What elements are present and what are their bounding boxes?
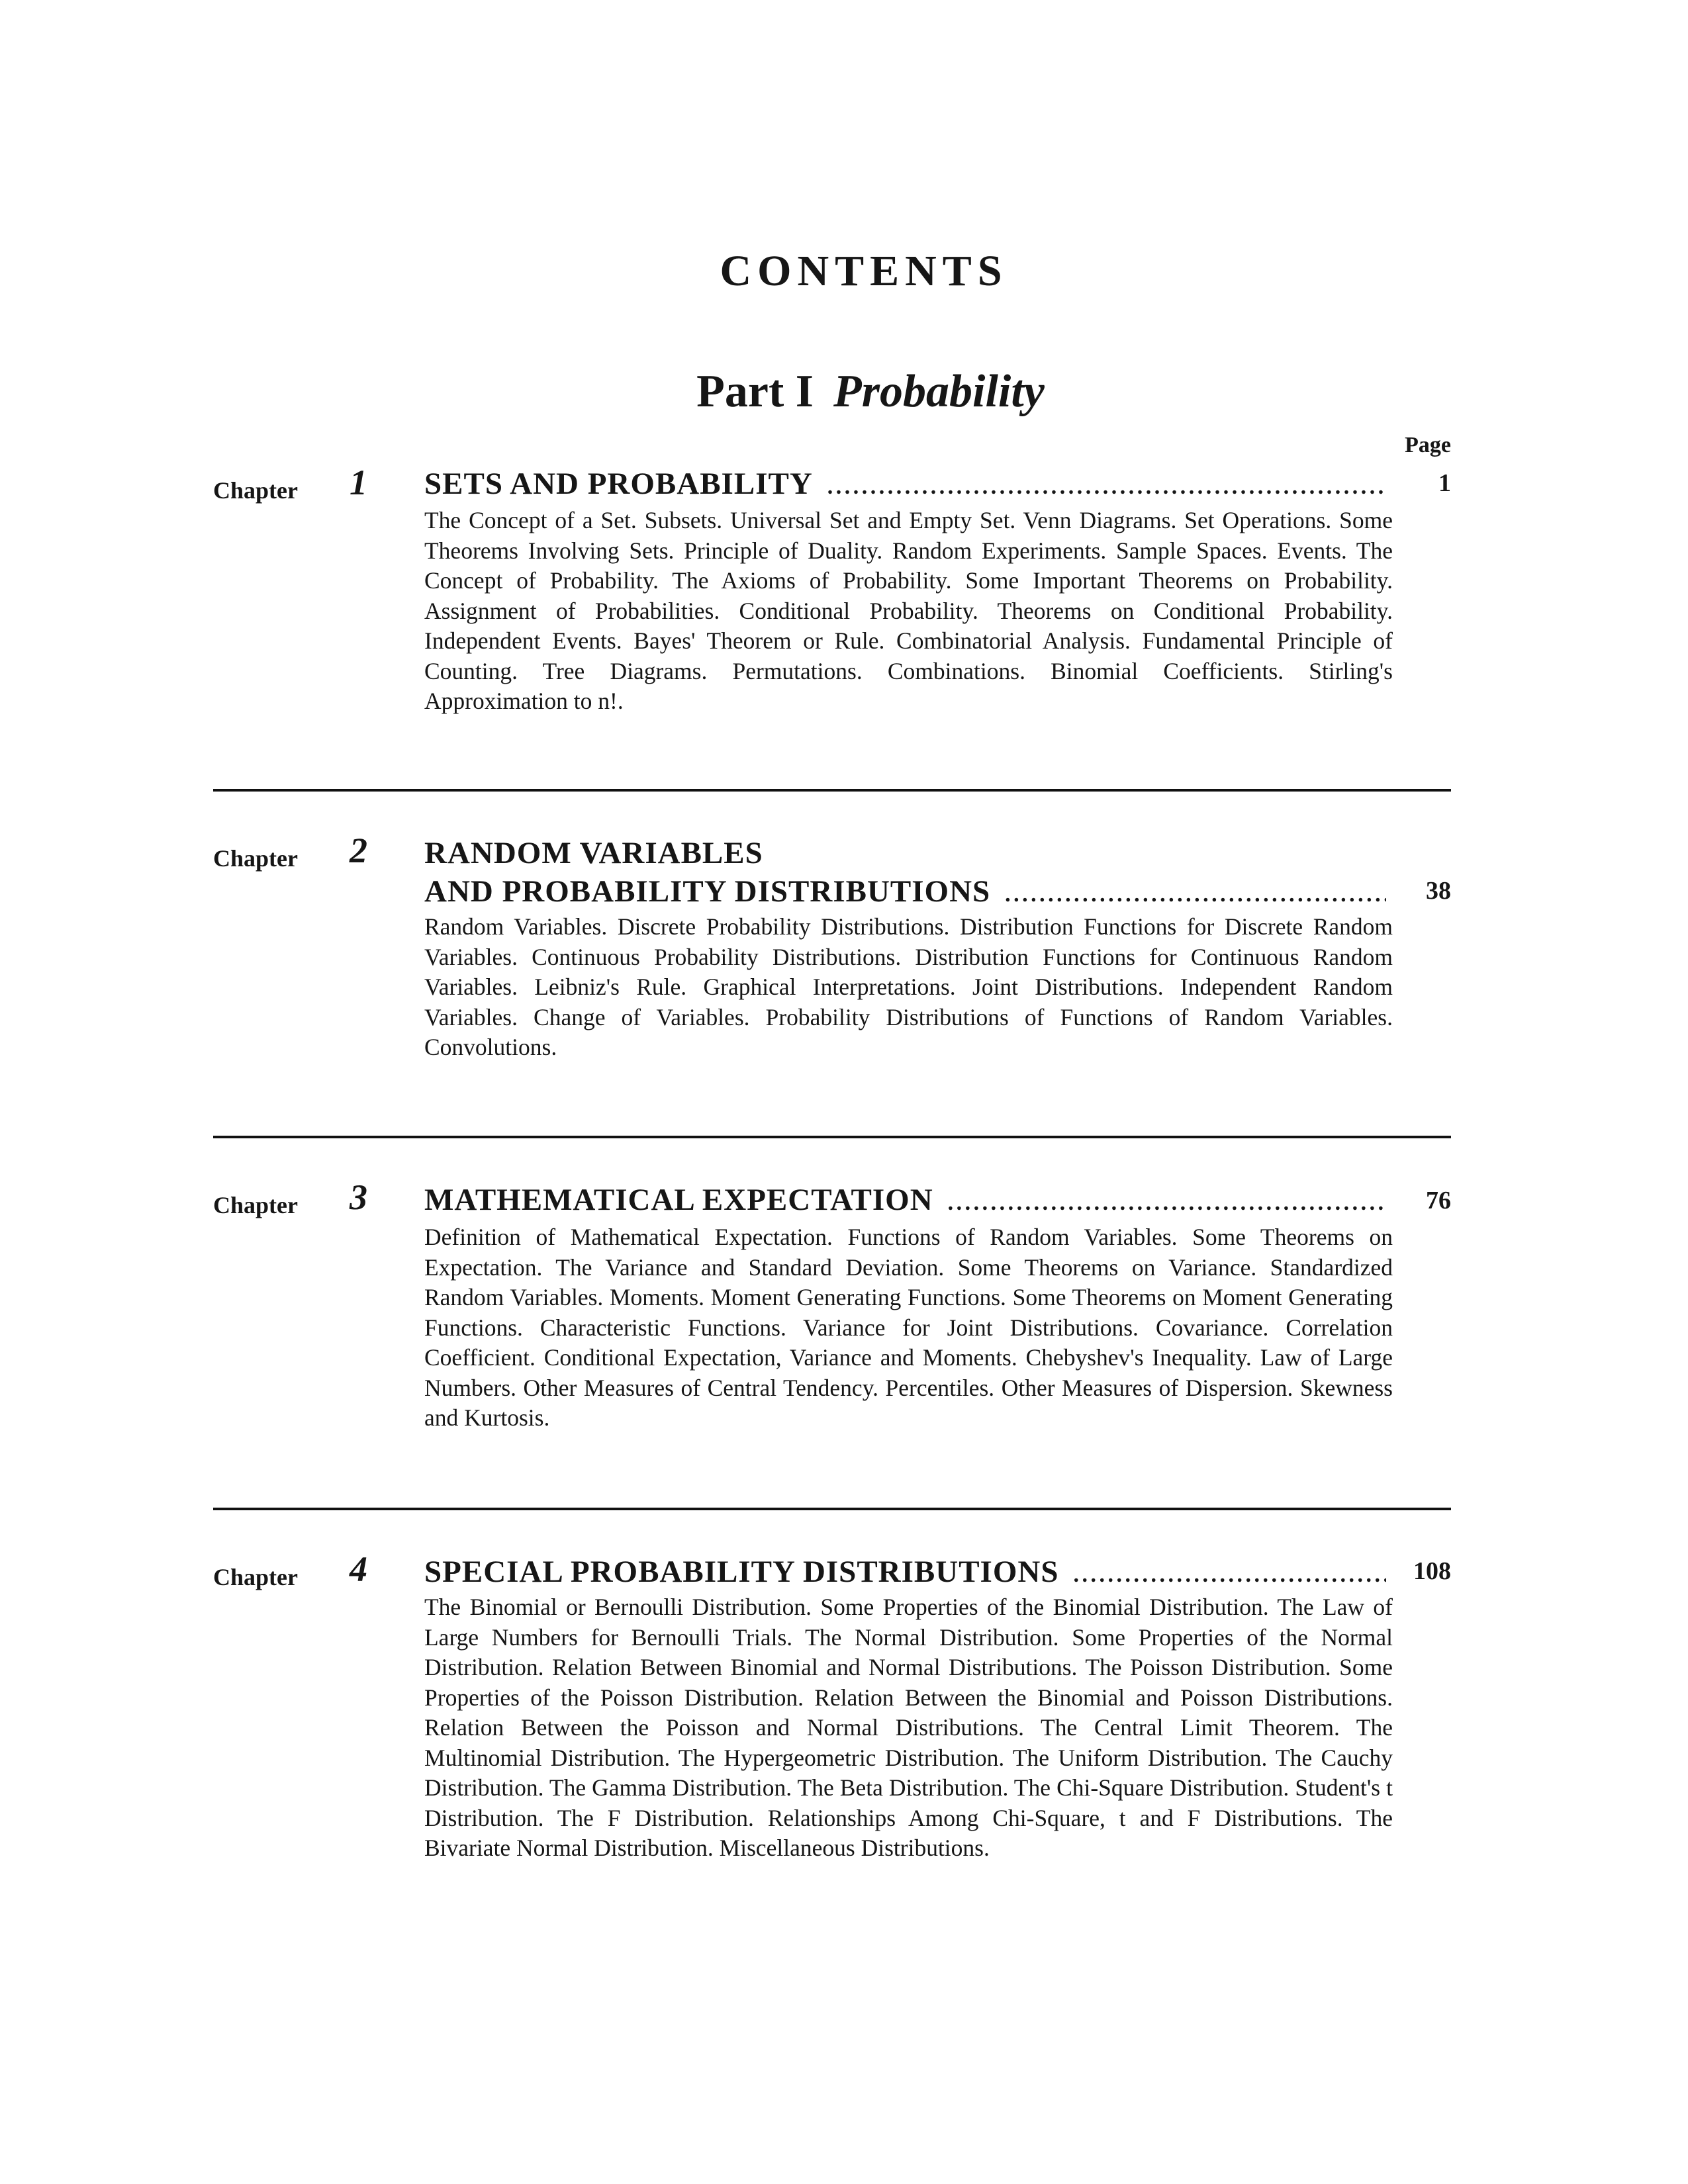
- chapter-number: 3: [350, 1177, 367, 1217]
- chapter-page-number[interactable]: 108: [1413, 1557, 1451, 1585]
- chapter-label: Chapter: [213, 845, 298, 872]
- chapter-number: 4: [350, 1549, 367, 1589]
- leader-dots: [1005, 876, 1386, 914]
- part-heading: [26, 365, 1688, 418]
- chapter-page-number[interactable]: 1: [1438, 469, 1451, 497]
- chapter-title-line: SETS AND PROBABILITY: [424, 467, 813, 501]
- chapter-title-line: AND PROBABILITY DISTRIBUTIONS: [424, 874, 991, 909]
- chapter-description: Definition of Mathematical Expectation. Functions of Random Variables. Some Theorems on Expectation. The Variance and Standard Deviation. Some Theorems on Variance. Standardized Random Variables. Moments. Moment Generating Functions. Some Theorems on Moment Generating Functions. Characteristic Functions. Variance for Joint Distributions. Covariance. Correlation Coefficient. Conditional Expectation, Variance and Moments. Chebyshev's Inequality. Law of Large Numbers. Other Measures of Central Tendency. Percentiles. Other Measures of Dispersion. Skewness and Kurtosis.: [424, 1224, 1393, 1431]
- chapter-description: Random Variables. Discrete Probability Distributions. Distribution Functions for Discrete Random Variables. Continuous Probability Distributions. Distribution Functions for Continuous Random Variables. Leibniz's Rule. Graphical Interpretations. Joint Distributions. Independent Random Variables. Change of Variables. Probability Distributions of Functions of Random Variables. Convolutions.: [424, 913, 1393, 1060]
- chapter-label: Chapter: [213, 1564, 298, 1590]
- part-label: Part I: [696, 366, 814, 417]
- chapter-page-number[interactable]: 38: [1426, 877, 1451, 905]
- part-name: Probability: [833, 366, 1045, 417]
- leader-dots: [1073, 1556, 1386, 1594]
- chapter-label: Chapter: [213, 477, 298, 504]
- chapter-title[interactable]: [424, 465, 1393, 506]
- chapter-number: 2: [350, 831, 367, 870]
- chapter-number: 1: [350, 463, 367, 502]
- divider: [213, 1136, 1451, 1138]
- chapter-description: The Concept of a Set. Subsets. Universal Set and Empty Set. Venn Diagrams. Set Operations. Some Theorems Involving Sets. Principle of Duality. Random Experiments. Sample Spaces. Events. The Concept of Probability. The Axioms of Probability. Some Important Theorems on Probability. Assignment of Probabilities. Conditional Probability. Theorems on Conditional Probability. Independent Events. Bayes' Theorem or Rule. Combinatorial Analysis. Fundamental Principle of Counting. Tree Diagrams. Permutations. Combinations. Binomial Coefficients. Stirling's Approximation to n!.: [424, 507, 1393, 714]
- chapter-description: The Binomial or Bernoulli Distribution. Some Properties of the Binomial Distribution. The Law of Large Numbers for Bernoulli Trials. The Normal Distribution. Some Properties of the Normal Distribution. Relation Between Binomial and Normal Distributions. The Poisson Distribution. Some Properties of the Poisson Distribution. Relation Between the Binomial and Poisson Distributions. Relation Between the Poisson and Normal Distributions. The Central Limit Theorem. The Multinomial Distribution. The Hypergeometric Distribution. The Uniform Distribution. The Cauchy Distribution. The Gamma Distribution. The Beta Distribution. The Chi-Square Distribution. Student's t Distribution. The F Distribution. Relationships Among Chi-Square, t and F Distributions. The Bivariate Normal Distribution. Miscellaneous Distributions.: [424, 1594, 1393, 1861]
- chapter-title-line: MATHEMATICAL EXPECTATION: [424, 1183, 933, 1217]
- chapter-title[interactable]: [424, 1181, 1393, 1222]
- chapter-label: Chapter: [213, 1192, 298, 1218]
- chapter-title[interactable]: [424, 1553, 1393, 1594]
- divider: [213, 1508, 1451, 1510]
- chapter-title-line: SPECIAL PROBABILITY DISTRIBUTIONS: [424, 1555, 1059, 1589]
- chapter-title[interactable]: [424, 834, 1393, 914]
- chapter-page-number[interactable]: 76: [1426, 1187, 1451, 1214]
- leader-dots: [827, 468, 1386, 506]
- page-column-header: Page: [1405, 433, 1451, 457]
- chapter-title-line: RANDOM VARIABLES: [424, 836, 763, 870]
- page-title: CONTENTS: [720, 247, 1008, 295]
- leader-dots: [948, 1184, 1386, 1222]
- divider: [213, 789, 1451, 792]
